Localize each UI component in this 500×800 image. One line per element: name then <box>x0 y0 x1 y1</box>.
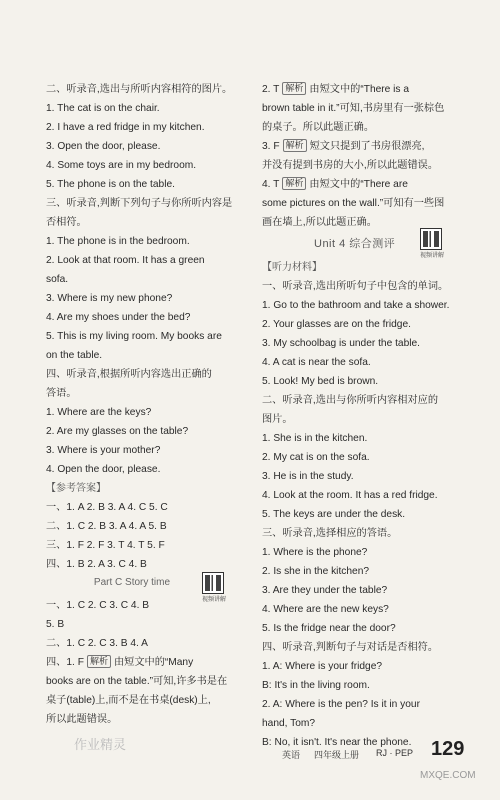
list-item: 1. Where is the phone? <box>262 547 368 558</box>
qr-code-icon[interactable] <box>202 572 224 594</box>
unit-header <box>262 232 462 258</box>
section-title: 二、听录音,选出与你所听内容相对应的 <box>262 395 439 406</box>
list-item: 1. The cat is on the chair. <box>46 103 160 114</box>
list-item: 3. He is in the study. <box>262 471 354 482</box>
list-item: B: No, it isn't. It's near the phone. <box>262 737 412 748</box>
answer-explanation <box>262 175 462 194</box>
explanation-line: books are on the table.”可知,许多书是在 <box>46 676 228 687</box>
right-column <box>262 80 462 752</box>
list-item: 3. Where is your mother? <box>46 445 161 456</box>
explanation-line: some pictures on the wall.”可知有一些图 <box>262 198 445 209</box>
list-item: 1. A: Where is your fridge? <box>262 661 383 672</box>
list-item: 3. Open the door, please. <box>46 141 161 152</box>
answer-key-header: 【参考答案】 <box>46 483 106 494</box>
answer-row: 二、1. C 2. C 3. B 4. A <box>46 638 148 649</box>
answer-row: 二、1. C 2. B 3. A 4. A 5. B <box>46 521 167 532</box>
list-item: 4. Open the door, please. <box>46 464 161 475</box>
list-item: 2. A: Where is the pen? Is it in your <box>262 699 420 710</box>
explanation-text: 由短文中的“There is a <box>309 84 410 95</box>
list-item: 4. Are my shoes under the bed? <box>46 312 191 323</box>
analysis-tag: 解析 <box>87 655 111 668</box>
list-item: 5. The keys are under the desk. <box>262 509 406 520</box>
analysis-tag: 解析 <box>282 177 306 190</box>
list-item: 3. My schoolbag is under the table. <box>262 338 421 349</box>
list-item: 5. Is the fridge near the door? <box>262 623 396 634</box>
answer-prefix: 3. F <box>262 141 280 152</box>
list-item: 2. I have a red fridge in my kitchen. <box>46 122 205 133</box>
list-item: hand, Tom? <box>262 718 316 729</box>
answer-row: 四、1. B 2. A 3. C 4. B <box>46 559 147 570</box>
list-item: 1. The phone is in the bedroom. <box>46 236 190 247</box>
unit-title: Unit 4 综合测评 <box>314 238 396 250</box>
list-item: 1. Where are the keys? <box>46 407 152 418</box>
answer-prefix: 四、1. F <box>46 657 84 668</box>
explanation-text: 短文只提到了书房很漂亮, <box>309 141 425 152</box>
list-item: 4. Look at the room. It has a red fridge. <box>262 490 438 501</box>
answer-explanation <box>262 80 462 99</box>
list-item: 2. Are my glasses on the table? <box>46 426 189 437</box>
faded-text: 作业精灵 <box>74 737 127 752</box>
answer-prefix: 2. T <box>262 84 280 95</box>
answer-row: 一、1. A 2. B 3. A 4. C 5. C <box>46 502 168 513</box>
list-item: 3. Are they under the table? <box>262 585 388 596</box>
listening-material-header: 【听力材料】 <box>262 262 322 273</box>
answer-row: 一、1. C 2. C 3. C 4. B <box>46 600 150 611</box>
list-item: 5. Look! My bed is brown. <box>262 376 379 387</box>
list-item: 5. The phone is on the table. <box>46 179 175 190</box>
list-item: 5. This is my living room. My books are <box>46 331 222 342</box>
explanation-line: 画在墙上,所以此题正确。 <box>262 217 377 228</box>
section-title: 二、听录音,选出与所听内容相符的图片。 <box>46 84 233 95</box>
part-c-header <box>46 574 246 603</box>
explanation-line: 桌子(table)上,而不是在书桌(desk)上, <box>46 695 211 706</box>
qr-code-icon[interactable] <box>420 228 442 250</box>
list-item: 2. My cat is on the sofa. <box>262 452 370 463</box>
section-title: 三、听录音,选择相应的答语。 <box>262 528 398 539</box>
answer-explanation <box>262 137 462 156</box>
explanation-text: 由短文中的“Many <box>113 657 194 668</box>
list-item: 4. Some toys are in my bedroom. <box>46 160 197 171</box>
section-title-cont: 图片。 <box>262 414 293 425</box>
page-number: 129 <box>431 738 465 760</box>
list-item: on the table. <box>46 350 103 361</box>
analysis-tag: 解析 <box>283 139 307 152</box>
answer-explanation <box>46 653 246 672</box>
qr-caption: 视频讲解 <box>202 597 227 603</box>
explanation-line: 并没有提到书房的大小,所以此题错误。 <box>262 160 439 171</box>
list-item: 4. Where are the new keys? <box>262 604 389 615</box>
footer-subject: 英语 <box>282 750 301 760</box>
explanation-line: 的桌子。所以此题正确。 <box>262 122 375 133</box>
answer-prefix: 4. T <box>262 179 280 190</box>
list-item: 1. Go to the bathroom and take a shower. <box>262 300 450 311</box>
section-title-cont: 答语。 <box>46 388 77 399</box>
list-item: 4. A cat is near the sofa. <box>262 357 371 368</box>
footer-edition: RJ · PEP <box>376 748 414 758</box>
section-title: 一、听录音,选出所听句子中包含的单词。 <box>262 281 449 292</box>
section-title: 四、听录音,判断句子与对话是否相符。 <box>262 642 439 653</box>
explanation-line: brown table in it.”可知,书房里有一张棕色 <box>262 103 445 114</box>
explanation-text: 由短文中的“There are <box>309 179 408 190</box>
list-item: 3. Where is my new phone? <box>46 293 173 304</box>
section-title: 三、听录音,判断下列句子与你所听内容是 <box>46 198 233 209</box>
watermark-text: MXQE.COM <box>420 770 476 781</box>
left-column <box>46 80 246 754</box>
list-item: 1. She is in the kitchen. <box>262 433 368 444</box>
list-item: 2. Is she in the kitchen? <box>262 566 370 577</box>
list-item: 2. Look at that room. It has a green <box>46 255 205 266</box>
section-title: 四、听录音,根据所听内容选出正确的 <box>46 369 212 380</box>
list-item: B: It's in the living room. <box>262 680 370 691</box>
analysis-tag: 解析 <box>282 82 306 95</box>
footer-grade: 四年级上册 <box>314 750 360 760</box>
explanation-line: 所以此题错误。 <box>46 714 118 725</box>
part-c-title: Part C Story time <box>93 577 171 588</box>
section-title-cont: 否相符。 <box>46 217 87 228</box>
list-item: 2. Your glasses are on the fridge. <box>262 319 411 330</box>
list-item: sofa. <box>46 274 69 285</box>
answer-row: 三、1. F 2. F 3. T 4. T 5. F <box>46 540 165 551</box>
qr-caption: 视频讲解 <box>420 253 445 259</box>
answer-row: 5. B <box>46 619 65 630</box>
